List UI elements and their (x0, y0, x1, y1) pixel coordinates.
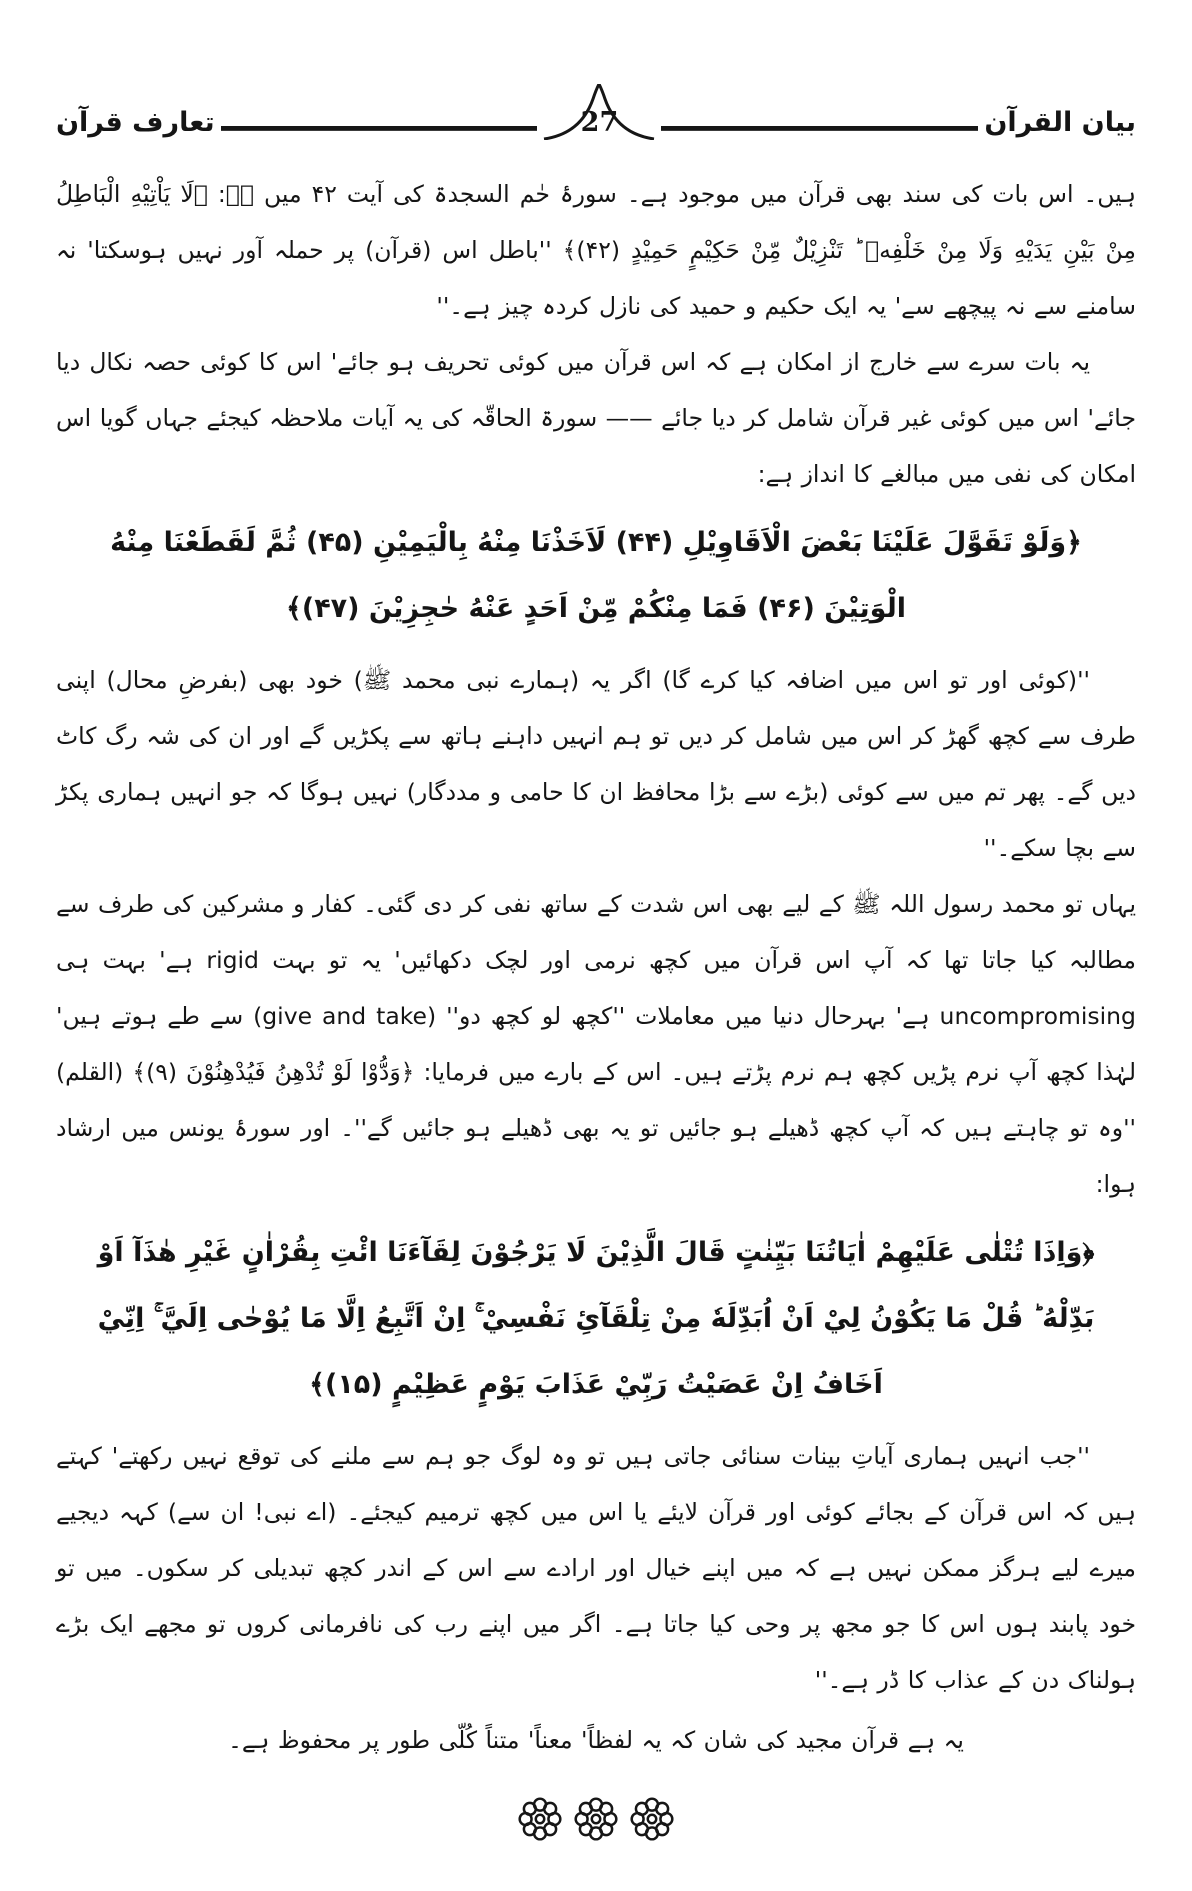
flower-ornament-icon (517, 1796, 563, 1842)
flower-ornament-icon (629, 1796, 675, 1842)
header-rule-right (661, 126, 978, 131)
book-title: بیان القرآن (984, 107, 1136, 139)
translation-yunus: ''جب انہیں ہماری آیاتِ بینات سنائی جاتی ہیں تو وہ لوگ جو ہم سے ملنے کی توقع نہیں رکھتے' کہتے ہیں کہ اس قرآن کے بجائے کوئی اور قرآن لایئے یا اس میں کچھ ترمیم کیجئے۔ (اے نبی! ان سے) کہہ دیجیے میرے لیے ہرگز ممکن نہیں ہے کہ میں اپنے خیال اور ارادے سے اس کے اندر کچھ تبدیلی کر سکوں۔ میں تو خود پابند ہوں اس کا جو مجھ پر وحی کیا جاتا ہے۔ اگر میں اپنے رب کی نافرمانی کروں تو مجھے ایک بڑے ہولناک دن کے عذاب کا ڈر ہے۔'' (56, 1442, 1136, 1694)
flower-ornament-icon (573, 1796, 619, 1842)
page-number: 27 (580, 107, 619, 138)
footer-ornament (56, 1796, 1136, 1842)
page-number-dome (543, 84, 655, 140)
chapter-title: تعارف قرآن (56, 107, 215, 139)
page-header (56, 84, 1136, 140)
quran-verse-yunus: ﴿وَاِذَا تُتْلٰى عَلَيْهِمْ اٰيَاتُنَا بَيِّنٰتٍ قَالَ الَّذِيْنَ لَا يَرْجُوْنَ لِقَآءَنَا ائْتِ بِقُرْاٰنٍ غَيْرِ هٰذَآ اَوْ بَدِّلْهُ ؕ قُلْ مَا يَكُوْنُ لِيْ اَنْ اُبَدِّلَهٗ مِنْ تِلْقَآئِ نَفْسِيْ ۚ اِنْ اَتَّبِعُ اِلَّا مَا يُوْحٰى اِلَيَّ ۚ اِنِّيْ اَخَافُ اِنْ عَصَيْتُ رَبِّيْ عَذَابَ يَوْمٍ عَظِيْمٍ (۱۵)﴾ (97, 1237, 1095, 1400)
paragraph-kuffar-mutalba: یہاں تو محمد رسول اللہ ﷺ کے لیے بھی اس شدت کے ساتھ نفی کر دی گئی۔ کفار و مشرکین کی طرف سے مطالبہ کیا جاتا تھا کہ آپ اس قرآن میں کچھ نرمی اور لچک دکھائیں' یہ تو بہت rigid ہے' بہت ہی uncompromising ہے' بہرحال دنیا میں معاملات ''کچھ لو کچھ دو'' (give and take) سے طے ہوتے ہیں' لہٰذا کچھ آپ نرم پڑیں کچھ ہم نرم پڑتے ہیں۔ اس کے بارے میں فرمایا: ﴿وَدُّوْا لَوْ تُدْهِنُ فَيُدْهِنُوْنَ (۹)﴾ (القلم) ''وہ تو چاہتے ہیں کہ آپ کچھ ڈھیلے ہو جائیں تو یہ بھی ڈھیلے ہو جائیں گے''۔ اور سورۂ یونس میں ارشاد ہوا: (56, 890, 1136, 1198)
quran-verse-haqqah: ﴿وَلَوْ تَقَوَّلَ عَلَيْنَا بَعْضَ الْاَقَاوِيْلِ (۴۴) لَاَخَذْنَا مِنْهُ بِالْيَمِيْنِ (۴۵) ثُمَّ لَقَطَعْنَا مِنْهُ الْوَتِيْنَ (۴۶) فَمَا مِنْكُمْ مِّنْ اَحَدٍ عَنْهُ حٰجِزِيْنَ (۴۷)﴾ (110, 527, 1082, 624)
closing-statement: یہ ہے قرآن مجید کی شان کہ یہ لفظاً' معناً' متناً کُلّی طور پر محفوظ ہے۔ (228, 1726, 964, 1754)
paragraph-tahreef-imkan: یہ بات سرے سے خارج از امکان ہے کہ اس قرآن میں کوئی تحریف ہو جائے' اس کا کوئی حصہ نکال دیا جائے' اس میں کوئی غیر قرآن شامل کر دیا جائے —— سورۃ الحاقّہ کی یہ آیات ملاحظہ کیجئے جہاں گویا اس امکان کی نفی میں مبالغے کا انداز ہے: (56, 348, 1136, 488)
translation-haqqah: ''(کوئی اور تو اس میں اضافہ کیا کرے گا) اگر یہ (ہمارے نبی محمد ﷺ) خود بھی (بفرضِ محال) اپنی طرف سے کچھ گھڑ کر اس میں شامل کر دیں تو ہم انہیں داہنے ہاتھ سے پکڑیں گے اور ان کی شہ رگ کاٹ دیں گے۔ پھر تم میں سے کوئی (بڑے سے بڑا محافظ ان کا حامی و مددگار) نہیں ہوگا کہ جو انہیں ہماری پکڑ سے بچا سکے۔'' (56, 666, 1136, 862)
header-rule-left (221, 126, 538, 131)
paragraph-quran-sanad: ہیں۔ اس بات کی سند بھی قرآن میں موجود ہے۔ سورۂ حٰم السجدۃ کی آیت ۴۲ میں ہے: ﴿لَا يَاْتِيْهِ الْبَاطِلُ مِنْ بَيْنِ يَدَيْهِ وَلَا مِنْ خَلْفِهٖ ؕ تَنْزِيْلٌ مِّنْ حَكِيْمٍ حَمِيْدٍ (۴۲)﴾ ''باطل اس (قرآن) پر حملہ آور نہیں ہوسکتا' نہ سامنے سے نہ پیچھے سے' یہ ایک حکیم و حمید کی نازل کردہ چیز ہے۔'' (56, 180, 1136, 320)
page-body (56, 166, 1136, 1768)
